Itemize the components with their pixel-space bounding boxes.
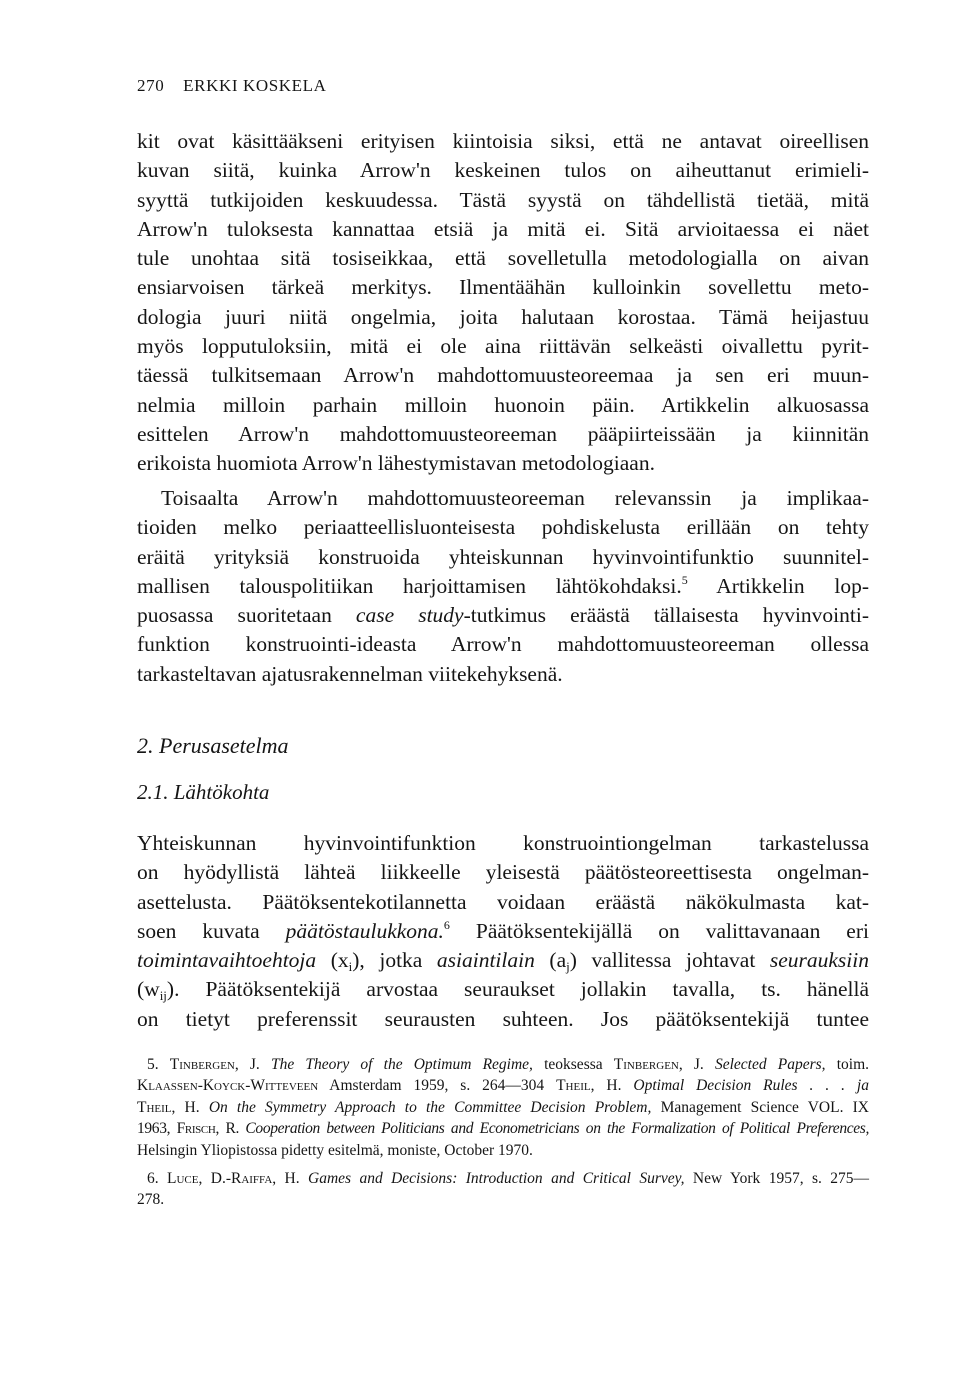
text-run: ). Päätöksentekijä arvostaa seuraukset jollakin tavalla, ts. hänellä [166,977,869,1002]
italic-term: toimintavaihtoehtoja [137,948,317,973]
text-line: tioiden melko periaatteellisluonteisesta pohdiskelusta erillään on tehty [137,515,869,540]
paragraph-3 [137,829,869,1034]
text-run: (x [316,948,349,973]
text-run: 1963, [137,1120,177,1138]
subsection-heading: 2.1. Lähtökohta [137,780,270,804]
italic-term: asiaintilain [436,948,535,973]
author-name: Theil, H. [556,1077,622,1095]
text-run: Artikkelin lop- [687,573,869,598]
text-line: eräitä yrityksiä konstruoida yhteiskunnan hyvinvointifunktio suunnitel- [137,544,869,569]
footnote-ref-5: 5 [681,572,688,587]
author-name: Luce, D.-Raiffa, H. [167,1169,300,1187]
text-run: (a [534,948,567,973]
text-line [137,917,869,946]
text-line: on tietyt preferenssit seurausten suhteen. Jos päätöksentekijä tuntee [137,1006,869,1031]
footnote-number: 5. [147,1056,170,1073]
subscript: i [348,959,353,975]
text-line: syyttä tutkijoiden keskuudessa. Tästä syystä on tähdellistä tietää, mitä [137,187,869,212]
text-line: myös lopputuloksiin, mitä ei ole aina riittävän selkeästi oivallettu pyrit- [137,334,869,359]
work-title: Selected Papers, [703,1056,826,1073]
footnote-line: Helsingin Yliopistossa pidetty esitelmä, moniste, October 1970. [137,1141,533,1159]
text-run: New York 1957, s. 275— [684,1169,870,1187]
italic-term: case study [355,603,464,628]
text-run: puosassa suoritetaan [137,603,356,628]
running-head [137,76,327,96]
subscript: ij [159,988,167,1004]
text-run: ), jotka [352,948,437,973]
text-run: mallisen talouspolitiikan harjoittamisen lähtökohdaksi. [137,573,682,598]
text-run: (w [137,977,160,1002]
text-run: Amsterdam 1959, s. 264—304 [318,1077,557,1095]
work-title: Games and Decisions: Introduction and Critical Survey, [299,1169,685,1187]
section-heading: 2. Perusasetelma [137,733,289,758]
footnote-line [137,1168,869,1189]
text-line: ensiarvoisen tärkeä merkitys. Ilmentäähän kulloinkin sovellettu meto- [137,275,869,300]
italic-term: päätöstaulukkona. [285,918,444,943]
footnote-ref-6: 6 [443,917,450,932]
text-line: tule unohtaa sitä tosiseikkaa, että sovelletulla metodologialla on aivan [137,246,869,271]
author-name: ERKKI KOSKELA [183,76,327,95]
text-line: erikoista huomiota Arrow'n lähestymistavan metodologiaan. [137,451,655,476]
subscript: j [566,959,570,975]
paragraph-2 [137,484,869,689]
work-title: The Theory of the Optimum Regime, [259,1056,533,1073]
text-line: dologia juuri niitä ongelmia, joita halutaan korostaa. Tämä heijastuu [137,304,869,329]
text-line: Yhteiskunnan hyvinvointifunktion konstruointiongelman tarkastelussa [137,831,869,855]
footnote-number: 6. [147,1169,168,1187]
text-line: tarkasteltavan ajatusrakennelman viitekehyksenä. [137,661,563,686]
work-title: On the Symmetry Approach to the Committee Decision Problem, [199,1098,652,1116]
footnote-gap [137,1161,869,1168]
text-line: Arrow'n tuloksesta kannattaa etsiä ja mitä ei. Sitä arvioitaessa ei näet [137,216,869,241]
author-name: Klaassen-Koyck-Witteveen [137,1077,319,1095]
text-line: kit ovat käsittääkseni erityisen kiintoisia siksi, että ne antavat oireellisen [137,129,869,153]
footnote-line [137,1097,869,1118]
text-line [137,975,869,1004]
text-line: täessä tulkitsemaan Arrow'n mahdottomuusteoreemaa ja sen eri muun- [137,363,869,388]
text-line: asettelusta. Päätöksentekotilannetta voidaan eräästä näkökulmasta kat- [137,889,869,914]
author-name: Frisch, R. [176,1120,239,1138]
work-title: Cooperation between Politicians and Econometricians on the Formalization of Political Preferences, [238,1120,869,1138]
text-run: ) vallitessa johtavat [569,948,770,973]
text-line: on hyödyllistä lähteä liikkeelle yleisestä päätösteoreettisesta ongelman- [137,860,869,885]
author-name: Tinbergen, J. [169,1056,260,1073]
text-run: -tutkimus eräästä tällaisesta hyvinvointi- [463,603,869,628]
text-run: soen kuvata [137,918,286,943]
author-name: Theil, H. [137,1098,200,1116]
text-run: Päätöksentekijällä on valittavanaan eri [449,918,869,943]
text-line: Toisaalta Arrow'n mahdottomuusteoreeman relevanssin ja implikaa- [161,486,869,510]
footnote-line [137,1118,869,1139]
text-run: toim. [825,1056,869,1073]
work-title: Optimal Decision Rules . . . ja [621,1077,869,1095]
text-line: funktion konstruointi-ideasta Arrow'n mahdottomuusteoreeman ollessa [137,632,869,657]
page-number: 270 [137,76,165,95]
text-run: teoksessa [532,1056,614,1073]
footnote-line [137,1054,869,1075]
footnotes [137,1054,869,1211]
text-line: esittelen Arrow'n mahdottomuusteoreeman pääpiirteissään ja kiinnitän [137,421,869,446]
footnote-line [137,1075,869,1096]
text-line [137,601,869,630]
footnote-line: 278. [137,1191,165,1209]
text-line [137,572,869,601]
paragraph-1 [137,127,869,479]
text-run: Management Science VOL. IX [651,1098,869,1116]
author-name: Tinbergen, J. [613,1056,704,1073]
italic-term: seurauksiin [769,948,869,973]
text-line: kuvan siitä, kuinka Arrow'n keskeinen tulos on aiheuttanut erimieli- [137,158,869,183]
text-line [137,946,869,975]
text-line: nelmia milloin parhain milloin huonoin päin. Artikkelin alkuosassa [137,392,869,417]
